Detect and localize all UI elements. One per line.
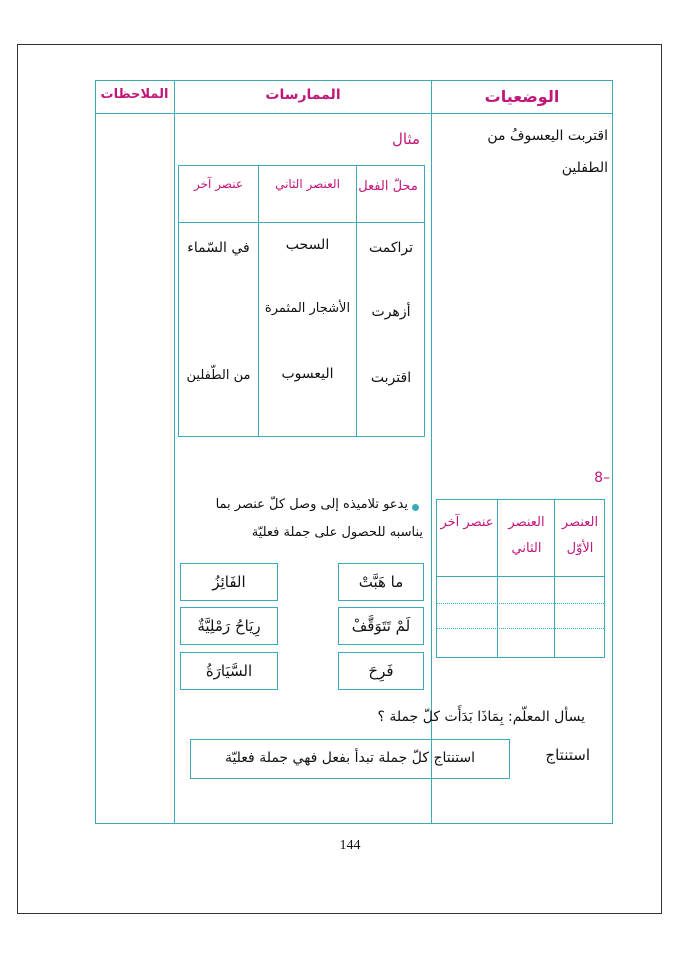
header-practices: الممارسات	[265, 87, 341, 103]
conclusion-box: استنتاج كلّ جملة تبدأ بفعل فهي جملة فعليّة	[190, 739, 510, 779]
header-situations: الوضعيات	[484, 87, 560, 106]
elements-header-second: العنصر الثاني	[508, 515, 545, 556]
example-header-second: العنصر الثاني	[275, 177, 340, 191]
example-row2-second: الأشجار المثمرة	[264, 301, 351, 316]
match-left-3: السَّيَارَةُ	[180, 652, 278, 690]
elements-header-other: عنصر آخر	[440, 515, 494, 530]
match-right-1: ما هَبَّتْ	[338, 563, 424, 601]
example-row3-verb: اقتربت	[370, 370, 412, 386]
item-number: 8–	[594, 470, 610, 486]
teacher-question: يسأل المعلّم: بِمَاذَا بَدَأَت كلّ جملة ؟	[377, 709, 585, 725]
example-row2-verb: أزهرت	[371, 304, 411, 320]
match-right-2: لَمْ تَتَوَقَّفْ	[338, 607, 424, 645]
match-left-2: رِيَاحُ رَمْلِيَّةٌ	[180, 607, 278, 645]
example-header-other: عنصر آخر	[194, 177, 243, 191]
bullet-dot	[412, 504, 419, 511]
example-row3-second: اليعسوب	[281, 366, 334, 382]
example-header-verb: محلّ الفعل	[358, 179, 418, 194]
elements-header-first: العنصر الأوّل	[561, 515, 599, 556]
header-notes: الملاحظات	[100, 87, 169, 102]
situation-line1: اقتربت اليعسوفُ من	[487, 128, 608, 144]
match-left-1: الفَائِزُ	[180, 563, 278, 601]
page-number: 144	[339, 838, 361, 853]
example-label: مثال	[391, 130, 420, 148]
conclusion-label: استنتاج	[545, 746, 590, 764]
example-row1-other: في السّماء	[187, 240, 250, 256]
instruction-line2: يناسبه للحصول على جملة فعليّة	[251, 525, 423, 540]
instruction-line1: يدعو تلاميذه إلى وصل كلّ عنصر بما	[215, 497, 408, 512]
example-row1-verb: تراكمت	[368, 240, 414, 256]
example-row1-second: السحب	[285, 237, 330, 253]
situation-line2: الطفلين	[561, 160, 608, 176]
match-right-3: فَرِحَ	[338, 652, 424, 690]
example-row3-other: من الطّفلين	[186, 368, 251, 383]
